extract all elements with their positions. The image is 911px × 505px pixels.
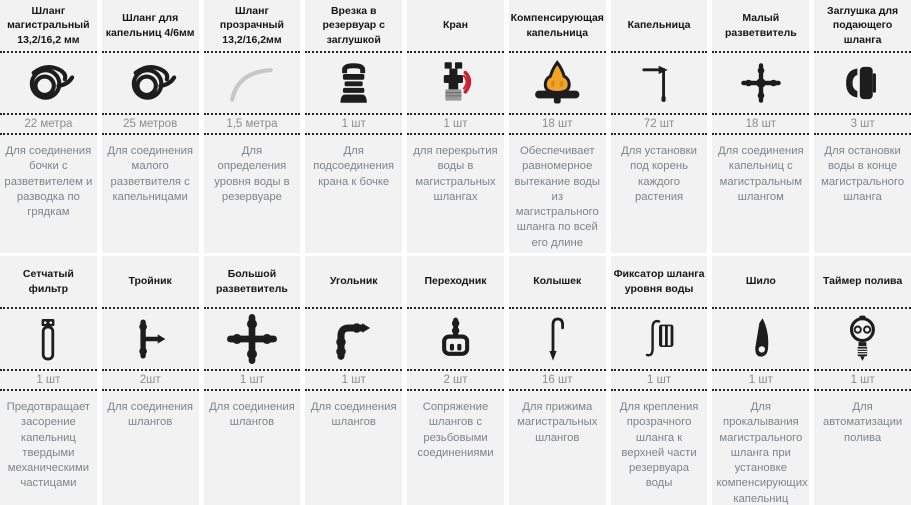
component-card: [407, 256, 504, 505]
component-card: [712, 0, 809, 253]
component-title: Колышек: [509, 256, 606, 309]
component-title: Заглушка для подающего шланга: [814, 0, 911, 53]
component-card: [611, 0, 708, 253]
component-description: Для прокалывания магистрального шланга при установке компенсирующих капельниц: [716, 401, 808, 505]
component-quantity: 16 шт: [509, 371, 606, 391]
component-description: Для соединения бочки с разветвителем и разводка по грядкам: [4, 145, 93, 218]
small-splitter-icon: [739, 61, 783, 105]
component-title: Переходник: [407, 256, 504, 309]
component-title: Фиксатор шланга уровня воды: [611, 256, 708, 309]
component-icon-band: [0, 53, 97, 115]
component-description: Для автоматизации полива: [823, 401, 903, 444]
component-quantity: 18 шт: [712, 115, 809, 135]
component-title: Тройник: [102, 256, 199, 309]
transparent-hose-icon: [223, 61, 282, 105]
component-description: Для крепления прозрачного шланга к верхней части резервуара воды: [619, 401, 699, 490]
component-icon-band: [611, 53, 708, 115]
component-icon-band: [102, 53, 199, 115]
component-quantity: 1 шт: [305, 115, 402, 135]
component-quantity: 3 шт: [814, 115, 911, 135]
component-description: Для прижима магистральных шлангов: [517, 401, 598, 444]
component-icon-band: [509, 53, 606, 115]
component-card: [712, 256, 809, 505]
component-quantity: 72 шт: [611, 115, 708, 135]
component-quantity: 1 шт: [204, 371, 301, 391]
component-title: Кран: [407, 0, 504, 53]
tap-icon: [431, 59, 479, 107]
component-card: [102, 256, 199, 505]
component-quantity: 1,5 метра: [204, 115, 301, 135]
component-description: Для установки под корень каждого растения: [621, 145, 697, 203]
component-title: Таймер полива: [814, 256, 911, 309]
component-card: [204, 256, 301, 505]
component-description: Сопряжение шлангов с резьбовыми соединениями: [417, 401, 494, 459]
component-card: [509, 0, 606, 253]
component-title: Угольник: [305, 256, 402, 309]
component-icon-band: [204, 53, 301, 115]
component-quantity: 1 шт: [712, 371, 809, 391]
adapter-icon: [431, 316, 480, 362]
component-title: Капельница: [611, 0, 708, 53]
component-description: Для подсоединения крана к бочке: [313, 145, 395, 188]
component-quantity: 2 шт: [407, 371, 504, 391]
component-icon-band: [407, 53, 504, 115]
component-quantity: 1 шт: [611, 371, 708, 391]
component-quantity: 1 шт: [305, 371, 402, 391]
hose-plug-icon: [838, 62, 886, 104]
component-icon-band: [712, 53, 809, 115]
component-card: [407, 0, 504, 253]
component-quantity: 18 шт: [509, 115, 606, 135]
component-card: [509, 256, 606, 505]
component-quantity: 2шт: [102, 371, 199, 391]
component-title: Сетчатый фильтр: [0, 256, 97, 309]
component-title: Шланг магистральный 13,2/16,2 мм: [0, 0, 97, 53]
component-icon-band: [305, 309, 402, 371]
component-icon-band: [407, 309, 504, 371]
component-card: [305, 0, 402, 253]
component-quantity: 1 шт: [814, 371, 911, 391]
component-card: [204, 0, 301, 253]
component-icon-band: [509, 309, 606, 371]
compensating-dripper-icon: [530, 60, 585, 106]
hose-coil-icon: [121, 61, 180, 105]
component-icon-band: [204, 309, 301, 371]
component-title: Шило: [712, 256, 809, 309]
component-title: Компенсирующая капельница: [509, 0, 606, 53]
component-card: [611, 256, 708, 505]
component-description: Для соединения шлангов: [107, 401, 193, 429]
hose-coil-icon: [19, 61, 78, 105]
component-title: Врезка в резервуар с заглушкой: [305, 0, 402, 53]
component-quantity: 1 шт: [407, 115, 504, 135]
component-icon-band: [814, 309, 911, 371]
mesh-filter-icon: [24, 315, 72, 363]
component-quantity: 1 шт: [0, 371, 97, 391]
component-icon-band: [305, 53, 402, 115]
component-icon-band: [814, 53, 911, 115]
component-title: Шланг для капельниц 4/6мм: [102, 0, 199, 53]
component-card: [102, 0, 199, 253]
component-description: Для соединения малого разветвителя с капельницами: [107, 145, 193, 203]
component-description: Для остановки воды в конце магистрального шланга: [821, 145, 905, 203]
timer-icon: [839, 314, 886, 364]
component-card: [814, 0, 911, 253]
component-icon-band: [611, 309, 708, 371]
component-description: Для определения уровня воды в резервуаре: [214, 145, 290, 203]
stake-icon: [533, 315, 581, 363]
big-splitter-icon: [227, 314, 277, 364]
component-card: [305, 256, 402, 505]
awl-icon: [737, 315, 785, 363]
component-card: [814, 256, 911, 505]
component-icon-band: [712, 309, 809, 371]
component-quantity: 22 метра: [0, 115, 97, 135]
component-title: Малый разветвитель: [712, 0, 809, 53]
component-icon-band: [102, 309, 199, 371]
component-description: Для соединения шлангов: [209, 401, 295, 429]
tee-icon: [127, 316, 173, 362]
component-description: Для соединения капельниц с магистральным шлангом: [717, 145, 804, 203]
component-card: [0, 256, 97, 505]
elbow-icon: [330, 317, 377, 361]
component-quantity: 25 метров: [102, 115, 199, 135]
component-title: Шланг прозрачный 13,2/16,2мм: [204, 0, 301, 53]
tank-inlet-icon: [329, 60, 378, 106]
component-description: для перекрытия воды в магистральных шлангах: [413, 145, 498, 203]
component-description: Предотвращает засорение капельниц твердыми механическими частицами: [6, 401, 91, 490]
component-description: Обеспечивает равномерное вытекание воды из магистрального шланга по всей его длине: [514, 145, 601, 249]
dripper-icon: [634, 60, 683, 106]
component-card: [0, 0, 97, 253]
component-icon-band: [0, 309, 97, 371]
hose-clip-icon: [635, 315, 683, 363]
component-description: Для соединения шлангов: [310, 401, 397, 429]
component-title: Большой разветвитель: [204, 256, 301, 309]
